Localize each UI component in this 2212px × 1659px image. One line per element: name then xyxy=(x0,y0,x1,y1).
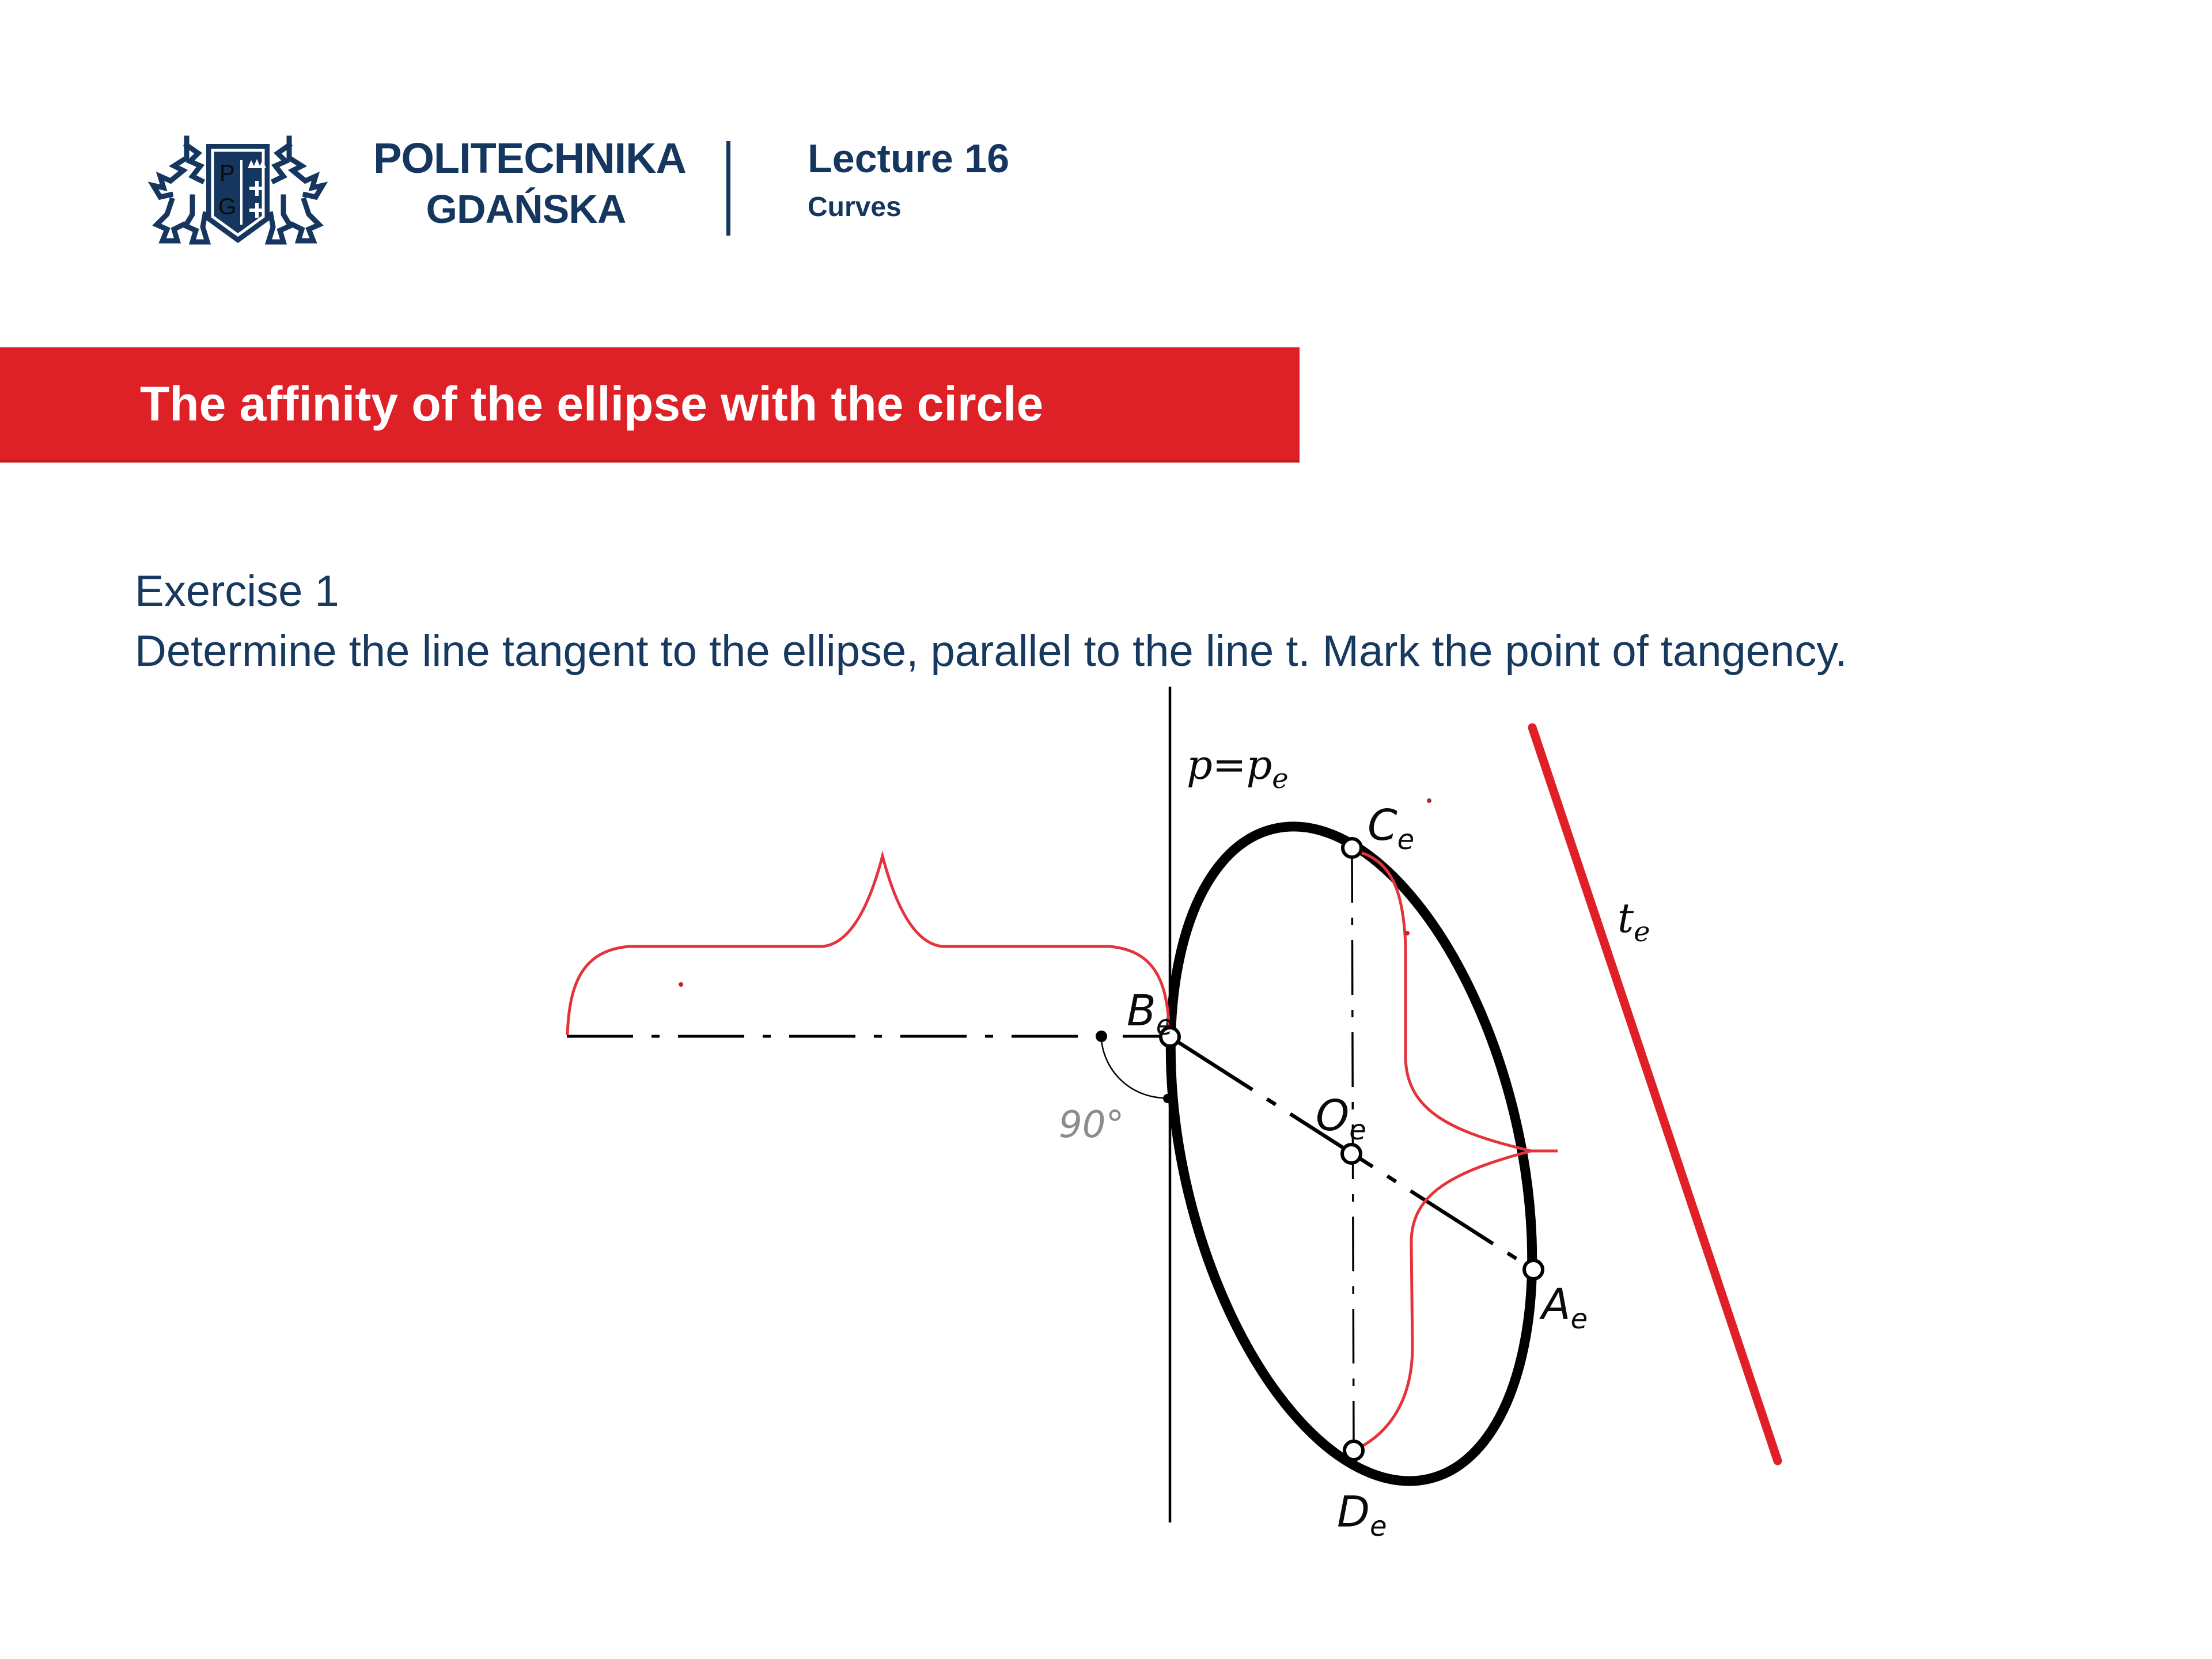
point-Oe xyxy=(1342,1145,1361,1163)
label-Oe: $O_e$ xyxy=(1316,1091,1366,1146)
brand-line2: GDAŃSKA xyxy=(426,187,626,232)
exercise-heading: Exercise 1 xyxy=(135,567,339,616)
crest-letter-g: G xyxy=(218,194,237,219)
construction-dot xyxy=(1427,798,1431,803)
construction-dot xyxy=(679,982,683,987)
label-te: $t_e$ xyxy=(1618,895,1650,948)
crest-letter-p: P xyxy=(219,161,235,186)
exercise-text: Determine the line tangent to the ellipse, parallel to the line t. Mark the point of tangency. xyxy=(135,627,1847,676)
right-angle-arc xyxy=(1101,1040,1166,1098)
label-Be: $B_e$ xyxy=(1127,986,1173,1041)
label-Ce: $C_e$ xyxy=(1368,801,1415,856)
label-p: $p=p_e$ xyxy=(1187,741,1289,795)
label-90deg: 90° xyxy=(1059,1104,1124,1146)
brand-line1: POLITECHNIKA xyxy=(373,134,686,182)
tangent-line-te xyxy=(1532,728,1778,1461)
point-Ae xyxy=(1524,1260,1543,1279)
lecture-subtitle: Curves xyxy=(808,192,902,222)
label-De: $D_e$ xyxy=(1337,1487,1387,1543)
point-De xyxy=(1344,1441,1363,1460)
construction-dot xyxy=(1405,931,1410,935)
label-Ae: $A_e$ xyxy=(1541,1280,1588,1335)
left-red-brace xyxy=(567,856,1169,1035)
point-Ce xyxy=(1343,839,1361,857)
section-title: The affinity of the ellipse with the circle xyxy=(140,376,1044,431)
lecture-title: Lecture 16 xyxy=(808,136,1010,181)
